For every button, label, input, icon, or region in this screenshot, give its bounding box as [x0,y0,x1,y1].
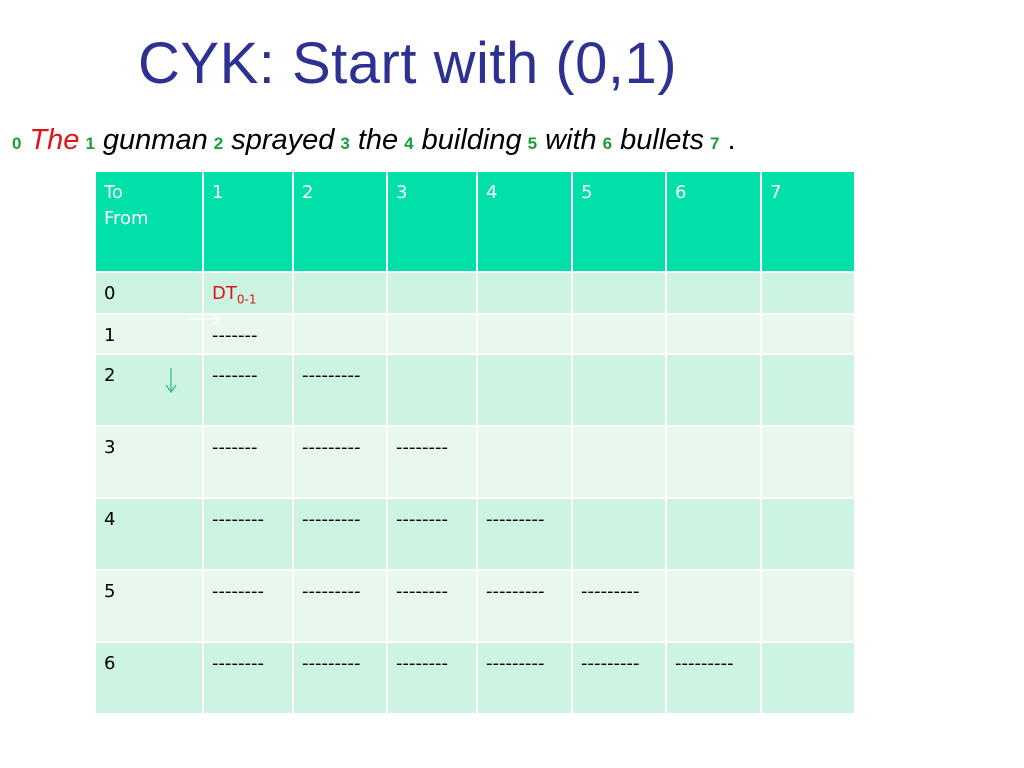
row-header: 4 [95,498,203,570]
chart-cell [293,314,387,354]
column-header: 6 [666,171,761,272]
row-header: 2 [95,354,203,426]
slide-title: CYK: Start with (0,1) [138,31,678,96]
chart-cell: --------- [572,570,666,642]
cyk-chart-table [94,170,856,715]
table-row [95,272,855,314]
chart-cell: -------- [387,642,477,714]
chart-cell: --------- [293,498,387,570]
column-header: 4 [477,171,572,272]
chart-cell: -------- [387,498,477,570]
row-header: 0 [95,272,203,314]
chart-cell [572,498,666,570]
corner-header [95,171,203,272]
word-index: 7 [709,134,720,153]
chart-cell [761,570,855,642]
chart-cell: -------- [387,570,477,642]
chart-cell: -------- [203,498,293,570]
chart-cell [293,272,387,314]
word-index: 4 [404,134,414,153]
column-header: 2 [293,171,387,272]
word-index: 1 [85,134,95,153]
chart-cell [477,314,572,354]
chart-cell [666,570,761,642]
chart-cell [761,272,855,314]
chart-cell [203,272,293,314]
chart-cell [666,272,761,314]
chart-entry: $DT_{0-1}$ [212,283,257,307]
word-index: 0 [12,134,22,153]
sentence-word: with [545,124,597,156]
chart-cell: --------- [293,570,387,642]
table-row [95,426,855,498]
row-header: 1 [95,314,203,354]
column-header: 1 [203,171,293,272]
word-index: 3 [340,134,350,153]
chart-cell: --------- [572,642,666,714]
chart-cell [572,272,666,314]
chart-cell [666,498,761,570]
chart-cell [761,642,855,714]
chart-cell: ------- [203,314,293,354]
example-sentence [10,124,736,157]
chart-cell: ------- [203,426,293,498]
chart-cell [666,426,761,498]
table-row [95,354,855,426]
chart-cell [761,498,855,570]
chart-cell: --------- [477,498,572,570]
chart-cell [761,354,855,426]
header-row [95,171,855,272]
arrow-right-icon [186,312,222,326]
chart-cell: --------- [293,642,387,714]
column-header: 7 [761,171,855,272]
chart-cell: -------- [203,642,293,714]
to-label: To [104,182,123,203]
sentence-word: the [357,124,399,156]
word-index: 2 [213,134,224,153]
arrow-down-icon [164,368,178,394]
column-header: 3 [387,171,477,272]
sentence-word: The [29,124,80,156]
word-index: 5 [527,134,538,153]
chart-cell [387,272,477,314]
sentence-word: gunman [102,124,208,156]
chart-cell [387,314,477,354]
chart-cell: ------- [203,354,293,426]
chart-cell: --------- [293,426,387,498]
chart-cell [477,272,572,314]
chart-cell [666,354,761,426]
chart-cell [572,314,666,354]
sentence-period: . [727,124,736,156]
chart-cell [477,426,572,498]
chart-cell: --------- [293,354,387,426]
sentence-word: building [421,124,522,156]
row-header: 3 [95,426,203,498]
chart-cell [761,314,855,354]
chart-cell [572,354,666,426]
chart-cell: -------- [203,570,293,642]
chart-cell [477,354,572,426]
word-index: 6 [602,134,613,153]
chart-cell: --------- [666,642,761,714]
chart-cell [387,354,477,426]
table-row [95,642,855,714]
table-row [95,498,855,570]
chart-cell [666,314,761,354]
table-row [95,570,855,642]
chart-cell [761,426,855,498]
row-header: 5 [95,570,203,642]
chart-cell [572,426,666,498]
from-label: From [104,208,149,229]
sentence-word: sprayed [231,124,335,156]
chart-cell: --------- [477,642,572,714]
entry-span: 0-1 [236,292,257,307]
column-header: 5 [572,171,666,272]
sentence-word: bullets [620,124,704,156]
chart-cell: --------- [477,570,572,642]
row-header: 6 [95,642,203,714]
chart-cell: -------- [387,426,477,498]
